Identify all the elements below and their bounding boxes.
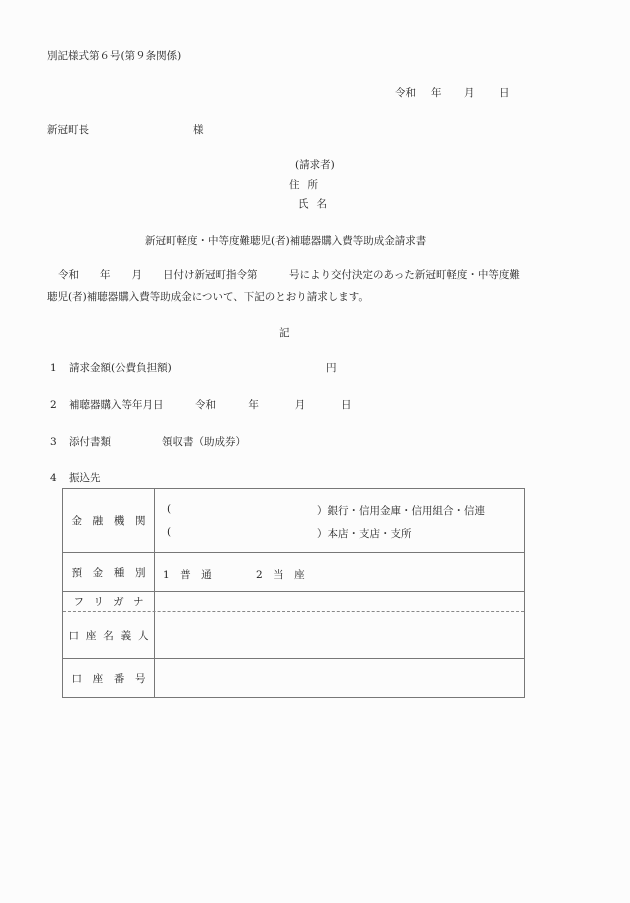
account-number-row (63, 658, 524, 697)
date-day: 日 (341, 399, 352, 411)
ki-heading: 記 (279, 327, 290, 339)
account-holder-row (63, 611, 524, 658)
account-number-field[interactable] (155, 659, 524, 697)
item-purchase-date (50, 400, 164, 411)
item-claim-amount (50, 363, 172, 374)
document-title: 新冠町軽度・中等度難聴児(者)補聴器購入費等助成金請求書 (145, 235, 427, 247)
addressee-honorific: 様 (193, 124, 204, 136)
date-year: 年 (431, 87, 442, 99)
item-transfer-destination (50, 473, 101, 484)
date-era: 令和 (195, 399, 216, 411)
date-year: 年 (248, 399, 259, 411)
bank-account-table (62, 488, 525, 698)
item-number: 4 (50, 472, 57, 484)
form-id: 別記様式第６号(第９条関係) (47, 50, 182, 62)
item-label: 請求金額(公費負担額) (69, 362, 172, 374)
requester-address-label: 住所 (289, 179, 326, 191)
item-label: 補聴器購入等年月日 (69, 399, 164, 411)
deposit-type-field[interactable] (155, 553, 524, 591)
financial-institution-row (63, 489, 524, 552)
attachment-value: 領収書（助成券） (162, 436, 246, 448)
addressee-name: 新冠町長 (47, 124, 89, 136)
row-label: フ リ ガ ナ (63, 592, 155, 611)
item-label: 振込先 (69, 472, 101, 484)
date-month: 月 (294, 399, 306, 411)
deposit-option-ordinary[interactable]: 1 普 通 (163, 569, 212, 581)
purchase-date-fields (195, 400, 352, 411)
furigana-field[interactable] (155, 592, 524, 611)
item-attachments (50, 437, 111, 448)
branch-type-options: ）本店・支店・支所 (317, 528, 412, 540)
row-label: 口 座 名 義 人 (63, 612, 155, 658)
financial-institution-field[interactable]: ( ）銀行・信用金庫・信用組合・信連 ( ）本店・支店・支所 (167, 503, 485, 540)
item-number: 1 (50, 362, 57, 374)
requester-name-label: 氏名 (298, 198, 335, 210)
item-number: 3 (50, 436, 57, 448)
submission-date (395, 88, 510, 99)
item-label: 添付書類 (69, 436, 111, 448)
deposit-option-current[interactable]: 2 当 座 (256, 569, 305, 581)
item-number: 2 (50, 399, 57, 411)
requester-label: (請求者) (295, 159, 335, 171)
date-era: 令和 (395, 87, 416, 99)
row-label: 口 座 番 号 (63, 659, 155, 697)
body-text-line-2: 聴児(者)補聴器購入費等助成金について、下記のとおり請求します。 (47, 291, 369, 303)
body-text-line-1: 令和 年 月 日付け新冠町指令第 号により交付決定のあった新冠町軽度・中等度難 (58, 269, 520, 281)
row-label: 預 金 種 別 (63, 553, 155, 591)
row-label: 金 融 機 関 (63, 489, 155, 552)
deposit-type-row (63, 552, 524, 591)
date-month: 月 (464, 87, 475, 99)
bank-type-options: ）銀行・信用金庫・信用組合・信連 (317, 505, 485, 517)
date-day: 日 (499, 87, 510, 99)
yen-unit: 円 (326, 362, 337, 374)
account-holder-field[interactable] (155, 612, 524, 658)
furigana-row (63, 591, 524, 611)
